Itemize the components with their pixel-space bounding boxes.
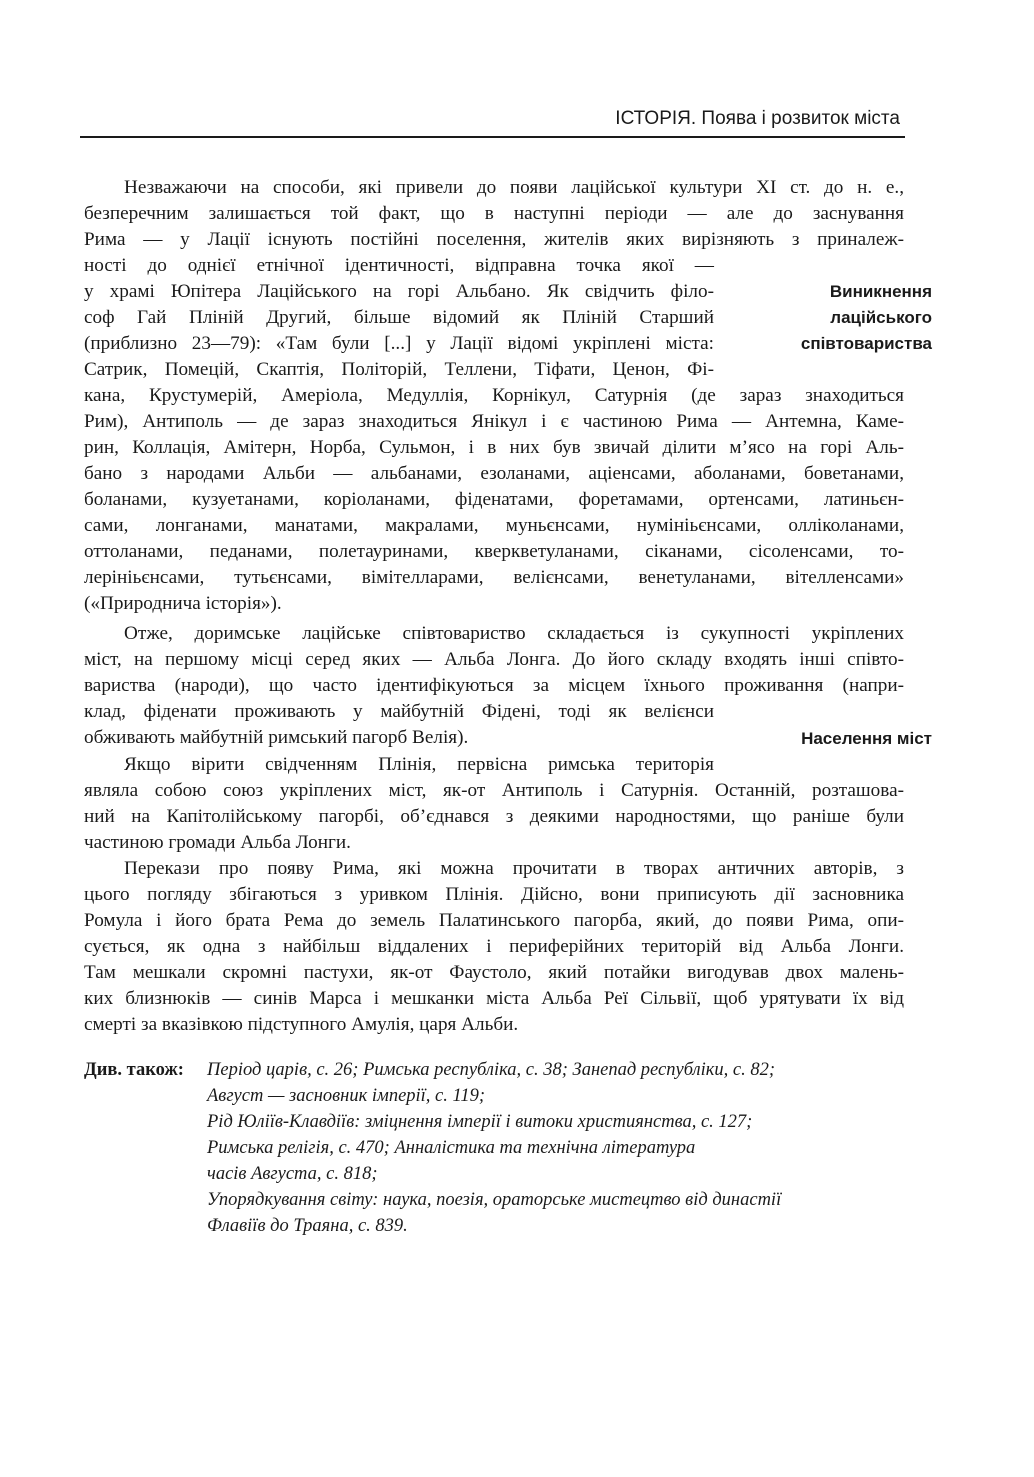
body-line: боланами, кузуетанами, коріоланами, фіденатами, форетамами, ортенсами, латиньєн- — [84, 489, 904, 510]
body-line: частиною громади Альба Лонги. — [84, 832, 351, 853]
body-line: ких близнюків — синів Марса і мешканки міста Альба Реї Сільвії, щоб урятувати їх від — [84, 988, 904, 1009]
see-also-label: Див. також: — [84, 1060, 184, 1080]
margin-note-line: Населення міст — [801, 729, 932, 748]
margin-note-line: співтовариства — [800, 334, 932, 353]
body-line: Якщо вірити свідченням Плінія, первісна римська територія — [124, 754, 714, 775]
body-line: смерті за вказівкою підступного Амулія, царя Альби. — [84, 1014, 519, 1035]
body-line: безперечним залишається той факт, що в наступні періоди — але до заснування — [84, 203, 904, 224]
see-also-link: Рід Юліїв-Клавдіїв: зміцнення імперії і витоки християнства, с. 127; — [207, 1112, 753, 1132]
body-line: цього погляду збігаються з уривком Плінія. Дійсно, вони приписують дії засновника — [84, 884, 904, 905]
body-line: оттоланами, педанами, полетауринами, кверкветуланами, сіканами, сісоленсами, то- — [84, 541, 904, 562]
body-line: вариства (народи), що часто ідентифікуються за місцем їхнього проживання (напри- — [84, 675, 904, 696]
body-line: сується, як одна з найбільш віддалених і периферійних територій від Альба Лонги. — [84, 936, 904, 957]
body-line: Ромула і його брата Рема до земель Палатинського пагорба, який, до появи Рима, опи- — [84, 910, 904, 931]
header-rule — [80, 136, 905, 138]
body-line: бано з народами Альби — альбанами, езоланами, аціенсами, аболанами, боветанами, — [84, 463, 904, 484]
see-also-link: Римська релігія, с. 470; Анналістика та технічна література — [207, 1138, 696, 1158]
body-line: лерініьєнсами, тутьєнсами, вімітелларами, велієнсами, венетуланами, вітелленсами» — [84, 567, 904, 588]
body-line: являла собою союз укріплених міст, як-от Антиполь і Сатурнія. Останній, розташова- — [84, 780, 904, 801]
body-line: кана, Крустумерій, Амеріола, Медуллія, Корнікул, Сатурнія (де зараз знаходиться — [84, 385, 904, 406]
see-also-link: Період царів, с. 26; Римська республіка, с. 38; Занепад республіки, с. 82; — [207, 1060, 776, 1080]
body-line: Рим), Антиполь — де зараз знаходиться Янікул і є частиною Рима — Антемна, Каме- — [84, 411, 904, 432]
margin-note-emergence — [722, 279, 932, 357]
see-also-link: Август — засновник імперії, с. 119; — [207, 1086, 486, 1106]
see-also-link: Флавіїв до Траяна, с. 839. — [207, 1216, 408, 1236]
body-line: Сатрик, Помецій, Скаптія, Політорій, Теллени, Тіфати, Ценон, Фі- — [84, 359, 714, 380]
see-also-link: Упорядкування світу: наука, поезія, ораторське мистецтво від династії — [207, 1190, 782, 1210]
body-line: міст, на першому місці серед яких — Альба Лонга. До його складу входять інші співто- — [84, 649, 904, 670]
body-line: Незважаючи на способи, які привели до появи лаційської культури XI ст. до н. е., — [124, 177, 904, 198]
body-line: Рима — у Лації існують постійні поселення, жителів яких вирізняють з приналеж- — [84, 229, 904, 250]
body-line: ний на Капітолійському пагорбі, об’єднався з деякими народностями, що раніше були — [84, 806, 904, 827]
body-line: Там мешкали скромні пастухи, як-от Фаустоло, який потайки вигодував двох малень- — [84, 962, 904, 983]
margin-note-population — [722, 726, 932, 752]
see-also-link: часів Августа, с. 818; — [207, 1164, 378, 1184]
body-line: у храмі Юпітера Лаційського на горі Альбано. Як свідчить філо- — [84, 281, 714, 302]
body-line: сами, лонганами, манатами, макралами, муньєнсами, нумініьєнсами, олліколанами, — [84, 515, 904, 536]
body-line: Перекази про появу Рима, які можна прочитати в творах античних авторів, з — [124, 858, 904, 879]
body-line: Отже, доримське лаційське співтовариство складається із сукупності укріплених — [124, 623, 904, 644]
body-line: («Природнича історія»). — [84, 593, 282, 614]
margin-note-line: лаційського — [830, 308, 932, 327]
running-header: ІСТОРІЯ. Поява і розвиток міста — [615, 108, 900, 129]
body-line: обживають майбутній римський пагорб Велія). — [84, 727, 469, 748]
body-line: рин, Коллація, Амітерн, Норба, Сульмон, і в них був звичай ділити м’ясо на горі Аль- — [84, 437, 904, 458]
body-line: (приблизно 23—79): «Там були [...] у Лації відомі укріплені міста: — [84, 333, 714, 354]
body-line: ності до однієї етнічної ідентичності, відправна точка якої — — [84, 255, 714, 276]
margin-note-line: Виникнення — [829, 282, 932, 301]
body-line: клад, фіденати проживають у майбутній Фідені, тоді як велієнси — [84, 701, 714, 722]
body-line: соф Гай Пліній Другий, більше відомий як Пліній Старший — [84, 307, 714, 328]
